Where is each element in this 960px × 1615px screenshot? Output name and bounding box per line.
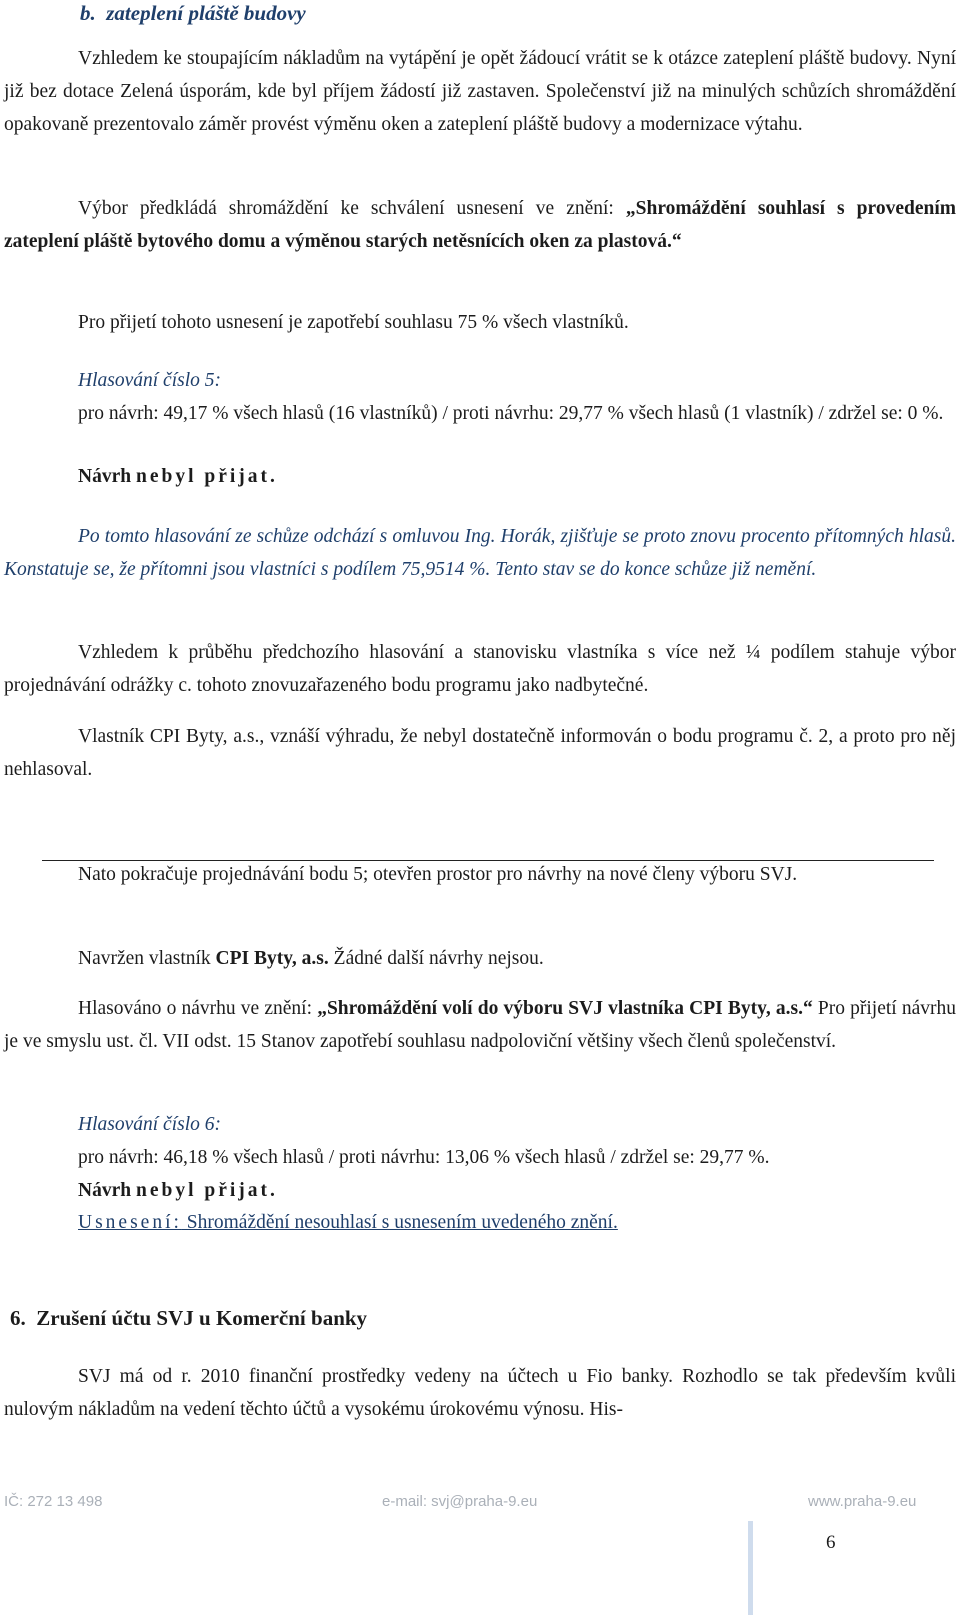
paragraph-quorum-requirement: Pro přijetí tohoto usnesení je zapotřebí souhlasu 75 % všech vlastníků. — [78, 312, 629, 333]
section-b-heading: b. zateplení pláště budovy — [80, 1, 306, 25]
vote-5-verdict — [4, 460, 956, 493]
paragraph-cpi-objection: Vlastník CPI Byty, a.s., vznáší výhradu, že nebyl dostatečně informován o bodu programu č. 2, a proto pro něj nehlasoval. — [4, 726, 956, 780]
page-number-bar — [748, 1521, 753, 1615]
footer-company-id: IČ: 272 13 498 — [4, 1493, 103, 1510]
paragraph-nomination — [4, 942, 956, 975]
vote-5-result: pro návrh: 49,17 % všech hlasů (16 vlastníků) / proti návrhu: 29,77 % všech hlasů (1 vlastník) / zdržel se: 0 %. — [78, 403, 944, 424]
resolution-label: Usnesení: — [78, 1212, 182, 1233]
page-number: 6 — [826, 1532, 836, 1553]
vote-proposal-prefix: Hlasováno o návrhu ve znění: — [78, 998, 318, 1019]
paragraph-committee-proposal — [4, 192, 956, 258]
footer-email: e-mail: svj@praha-9.eu — [382, 1493, 538, 1510]
resolution-text: Shromáždění nesouhlasí s usnesením uvedeného znění. — [181, 1212, 618, 1233]
vote-proposal-suffix: Pro přijetí návrhu je ve smyslu ust. čl. VII odst. 15 Stanov zapotřebí souhlasu nadpoloviční většiny všech členů společenství. — [4, 998, 957, 1052]
nomination-prefix: Navržen vlastník — [78, 948, 216, 969]
vote-6-verdict — [4, 1174, 956, 1207]
attendance-note: Po tomto hlasování ze schůze odchází s omluvou Ing. Horák, zjišťuje se proto znovu procento přítomných hlasů. Konstatuje se, že přítomni jsou vlastníci s podílem 75,9514 %. Tento stav se do konce schůze již nemění. — [4, 526, 956, 580]
vote-5-title: Hlasování číslo 5: — [78, 370, 221, 391]
verdict-label: Návrh — [78, 1180, 136, 1201]
footer-website: www.praha-9.eu — [808, 1493, 917, 1510]
paragraph-bank-accounts: SVJ má od r. 2010 finanční prostředky vedeny na účtech u Fio banky. Rozhodlo se tak především kvůli nulovým nákladům na vedení těchto účtů a vysokému úrokovému výnosu. His- — [4, 1366, 956, 1420]
section-6-heading: 6. Zrušení účtu SVJ u Komerční banky — [10, 1306, 368, 1330]
vote-6-resolution — [4, 1206, 956, 1239]
vote-6-result: pro návrh: 46,18 % všech hlasů / proti návrhu: 13,06 % všech hlasů / zdržel se: 29,77 %. — [78, 1147, 770, 1168]
nomination-suffix: Žádné další návrhy nejsou. — [328, 948, 544, 969]
proposal-resolution: „Shromáždění souhlasí s provedením zateplení pláště bytového domu a výměnou starých netěsnících oken za plastová.“ — [4, 198, 956, 252]
paragraph-new-members: Nato pokračuje projednávání bodu 5; otevřen prostor pro návrhy na nové členy výboru SVJ. — [78, 864, 798, 885]
nominee-name: CPI Byty, a.s. — [215, 948, 329, 969]
paragraph-vote-proposal — [4, 992, 956, 1058]
proposal-prefix: Výbor předkládá shromáždění ke schválení usnesení ve znění: — [78, 198, 626, 219]
paragraph-withdrawal: Vzhledem k průběhu předchozího hlasování a stanovisku vlastníka s více než ¼ podílem stahuje výbor projednávání odrážky c. tohoto znovuzařazeného bodu programu jako nadbytečné. — [4, 642, 956, 696]
verdict-status: nebyl přijat. — [135, 1180, 278, 1201]
verdict-label: Návrh — [78, 466, 136, 487]
vote-proposal-resolution: „Shromáždění volí do výboru SVJ vlastníka CPI Byty, a.s.“ — [317, 998, 813, 1019]
vote-6-title: Hlasování číslo 6: — [78, 1114, 221, 1135]
verdict-status: nebyl přijat. — [135, 466, 278, 487]
paragraph-heating-costs: Vzhledem ke stoupajícím nákladům na vytápění je opět žádoucí vrátit se k otázce zateplení pláště budovy. Nyní již bez dotace Zelená úsporám, kde byl příjem žádostí již zastaven. Společenství již na minulých schůzích shromáždění opakovaně prezentovalo záměr provést výměnu oken a zateplení pláště budovy a modernizace výtahu. — [4, 48, 956, 135]
